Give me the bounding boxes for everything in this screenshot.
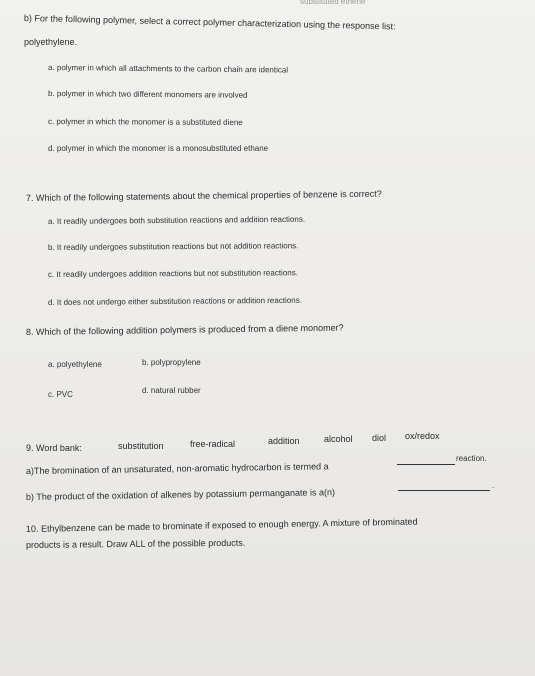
word-bank-word: free-radical <box>190 439 236 449</box>
question-7-option-a: a. It readily undergoes both substitution reactions and addition reactions. <box>47 214 306 226</box>
question-6b-option-b: b. polymer in which two different monomers are involved <box>47 89 248 100</box>
word-bank-word: alcohol <box>324 434 353 444</box>
question-7-option-b: b. It readily undergoes substitution reactions but not addition reactions. <box>47 241 299 252</box>
question-9a-end: reaction. <box>456 454 487 463</box>
question-8-option-b: b. polypropylene <box>142 358 201 367</box>
question-6b-option-a: a. polymer in which all attachments to the carbon chain are identical <box>47 63 289 75</box>
answer-blank-9a[interactable] <box>397 464 455 465</box>
word-bank-word: diol <box>372 433 387 443</box>
question-8-prompt: 8. Which of the following addition polymers is produced from a diene monomer? <box>25 322 344 337</box>
question-9b-end: . <box>492 481 495 490</box>
answer-blank-9b[interactable] <box>398 490 490 491</box>
question-6b-option-d: d. polymer in which the monomer is a monosubstituted ethane <box>48 144 269 153</box>
question-6b-polymer: polyethylene. <box>24 37 78 47</box>
word-bank-word: substitution <box>118 441 164 451</box>
question-9-label: 9. Word bank: <box>26 443 82 453</box>
question-8-option-d: d. natural rubber <box>142 386 201 395</box>
question-8-option-a: a. polyethylene <box>48 360 102 369</box>
question-7-prompt: 7. Which of the following statements about the chemical properties of benzene is correct? <box>25 188 382 203</box>
question-6b-option-c: c. polymer in which the monomer is a substituted diene <box>47 117 243 128</box>
question-10-line-1: 10. Ethylbenzene can be made to brominate if exposed to enough energy. A mixture of brominated <box>25 516 418 534</box>
question-8-option-c: c. PVC <box>48 390 73 399</box>
question-10-line-2: products is a result. Draw ALL of the possible products. <box>25 537 246 550</box>
cut-off-header-text: substituted ethene <box>300 0 366 6</box>
question-7-option-c: c. It readily undergoes addition reactions but not substitution reactions. <box>47 268 298 279</box>
word-bank-word: addition <box>268 436 300 446</box>
question-7-option-d: d. It does not undergo either substitution reactions or addition reactions. <box>47 295 302 307</box>
question-6b-prompt: b) For the following polymer, select a correct polymer characterization using the response list: <box>23 13 396 32</box>
word-bank-word: ox/redox <box>405 431 440 441</box>
question-9a-text: a)The bromination of an unsaturated, non-aromatic hydrocarbon is termed a <box>25 461 329 476</box>
question-9b-text: b) The product of the oxidation of alkenes by potassium permanganate is a(n) <box>25 487 336 502</box>
